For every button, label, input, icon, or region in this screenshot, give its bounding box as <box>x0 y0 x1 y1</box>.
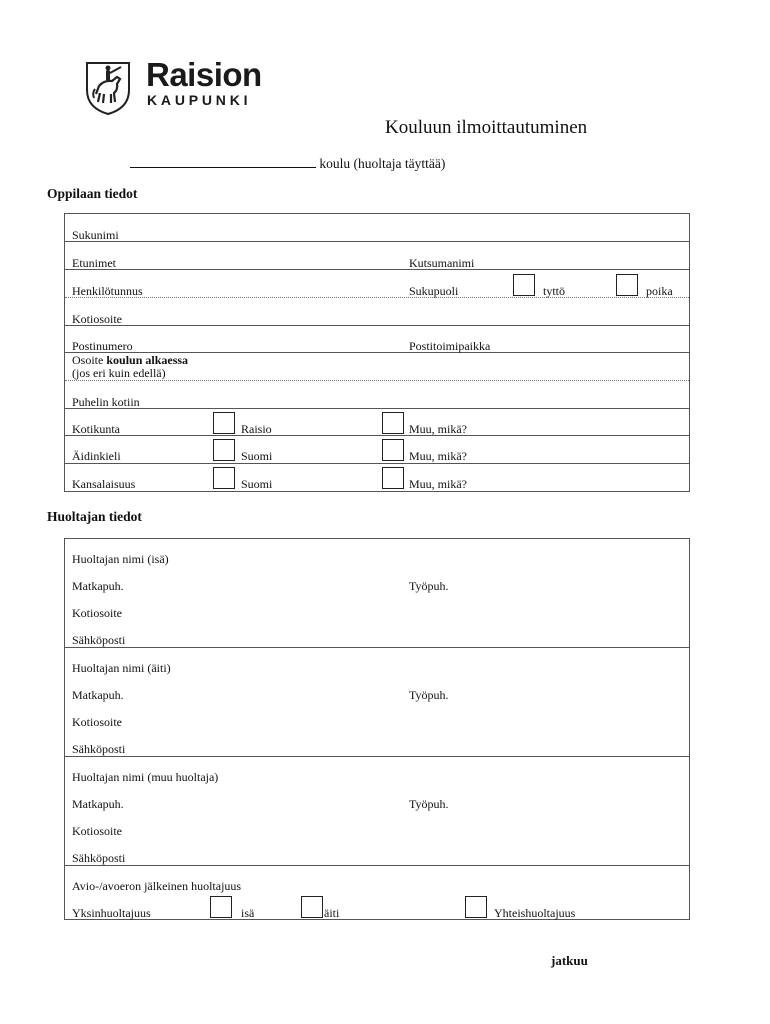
guardian-father-name-field[interactable]: Huoltajan nimi (isä) <box>72 552 169 566</box>
boy-label: poika <box>646 284 673 298</box>
guardian-other-mobile-field[interactable]: Matkapuh. <box>72 797 124 811</box>
guardian-other-work-phone-field[interactable]: Työpuh. <box>409 797 449 811</box>
personal-id-field[interactable]: Henkilötunnus <box>72 284 143 298</box>
guardian-mother-mobile-field[interactable]: Matkapuh. <box>72 688 124 702</box>
joint-custody-checkbox[interactable] <box>465 896 487 918</box>
sole-custody-mother-checkbox[interactable] <box>301 896 323 918</box>
raisio-label: Raisio <box>241 422 272 436</box>
address-note: (jos eri kuin edellä) <box>72 366 166 380</box>
mother-tongue-label: Äidinkieli <box>72 449 121 463</box>
address-at-school-start-field[interactable] <box>72 353 188 367</box>
municipality-label: Kotikunta <box>72 422 120 436</box>
home-address-field[interactable]: Kotiosoite <box>72 312 122 326</box>
continues-label: jatkuu <box>551 953 588 968</box>
logo-name: Raision <box>146 56 262 93</box>
guardian-father-address-field[interactable]: Kotiosoite <box>72 606 122 620</box>
guardian-info-table <box>64 538 690 920</box>
guardian-father-email-field[interactable]: Sähköposti <box>72 633 126 647</box>
guardian-mother-email-field[interactable]: Sähköposti <box>72 742 126 756</box>
sole-custody-father-checkbox[interactable] <box>210 896 232 918</box>
sole-custody-label: Yksinhuoltajuus <box>72 906 151 920</box>
postal-code-field[interactable]: Postinumero <box>72 339 133 353</box>
guardian-other-address-field[interactable]: Kotiosoite <box>72 824 122 838</box>
municipality-other-field[interactable]: Muu, mikä? <box>409 422 467 436</box>
guardian-other-email-field[interactable]: Sähköposti <box>72 851 126 865</box>
page-title: Kouluun ilmoittautuminen <box>385 117 588 138</box>
school-line <box>130 155 445 172</box>
guardian-mother-address-field[interactable]: Kotiosoite <box>72 715 122 729</box>
nickname-field[interactable]: Kutsumanimi <box>409 256 475 270</box>
language-finnish-checkbox[interactable] <box>213 439 235 461</box>
nationality-other-field[interactable]: Muu, mikä? <box>409 477 467 491</box>
language-other-field[interactable]: Muu, mikä? <box>409 449 467 463</box>
joint-custody-label: Yhteishuoltajuus <box>494 906 576 920</box>
nationality-finnish-checkbox[interactable] <box>213 467 235 489</box>
home-phone-field[interactable]: Puhelin kotiin <box>72 395 140 409</box>
father-label: isä <box>241 906 255 920</box>
address-label: Osoite <box>72 353 104 367</box>
municipality-other-checkbox[interactable] <box>382 412 404 434</box>
school-line-label: koulu (huoltaja täyttää) <box>319 156 446 171</box>
boy-checkbox[interactable] <box>616 274 638 296</box>
surname-field[interactable]: Sukunimi <box>72 228 119 242</box>
gender-label: Sukupuoli <box>409 284 459 298</box>
address-bold-label: koulun alkaessa <box>106 353 189 367</box>
coat-of-arms-horseman-icon <box>84 60 132 116</box>
guardian-mother-work-phone-field[interactable]: Työpuh. <box>409 688 449 702</box>
logo-subtitle: KAUPUNKI <box>147 92 252 108</box>
finnish-language-label: Suomi <box>241 449 273 463</box>
finnish-nationality-label: Suomi <box>241 477 273 491</box>
guardian-mother-name-field[interactable]: Huoltajan nimi (äiti) <box>72 661 171 675</box>
student-info-table <box>64 213 690 492</box>
guardian-father-mobile-field[interactable]: Matkapuh. <box>72 579 124 593</box>
girl-checkbox[interactable] <box>513 274 535 296</box>
girl-label: tyttö <box>543 284 566 298</box>
custody-heading: Avio-/avoeron jälkeinen huoltajuus <box>72 879 242 893</box>
first-names-field[interactable]: Etunimet <box>72 256 116 270</box>
mother-label: äiti <box>324 906 340 920</box>
municipality-raisio-checkbox[interactable] <box>213 412 235 434</box>
guardian-section-heading: Huoltajan tiedot <box>47 509 142 524</box>
guardian-father-work-phone-field[interactable]: Työpuh. <box>409 579 449 593</box>
student-section-heading: Oppilaan tiedot <box>47 186 138 201</box>
post-office-field[interactable]: Postitoimipaikka <box>409 339 491 353</box>
guardian-other-name-field[interactable]: Huoltajan nimi (muu huoltaja) <box>72 770 219 784</box>
nationality-other-checkbox[interactable] <box>382 467 404 489</box>
school-name-field[interactable] <box>130 155 316 168</box>
language-other-checkbox[interactable] <box>382 439 404 461</box>
nationality-label: Kansalaisuus <box>72 477 136 491</box>
